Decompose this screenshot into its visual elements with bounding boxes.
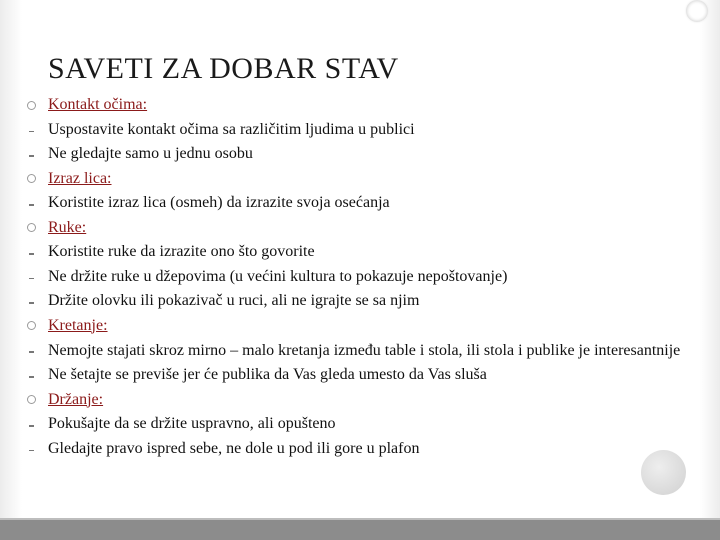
section-heading: Izraz lica:: [48, 169, 112, 187]
top-ring-decoration: [686, 0, 708, 22]
list-item: [22, 338, 682, 363]
bullet-list: [22, 93, 682, 461]
list-item: [22, 142, 682, 167]
dash-bullet-icon: [25, 240, 37, 264]
list-item: [22, 412, 682, 437]
list-item: [22, 191, 682, 216]
bullet-text: Držite olovku ili pokazivač u ruci, ali ne igrajte se sa njim: [48, 292, 420, 309]
list-item: [22, 240, 682, 265]
bullet-text: Koristite ruke da izrazite ono što govorite: [48, 243, 315, 260]
right-edge-rail: [700, 0, 720, 520]
list-item-heading: [22, 388, 682, 413]
list-item-heading: [22, 93, 682, 118]
dash-bullet-icon: [25, 142, 37, 166]
dash-bullet-icon: [25, 265, 37, 289]
list-item: [22, 265, 682, 290]
dash-bullet-icon: [25, 363, 37, 387]
circle-bullet-icon: [25, 93, 37, 117]
list-item-heading: [22, 167, 682, 192]
section-heading: Držanje:: [48, 390, 104, 408]
list-item-heading: [22, 314, 682, 339]
dash-bullet-icon: [25, 191, 37, 215]
section-heading: Kontakt očima:: [48, 96, 148, 113]
bullet-text: Gledajte pravo ispred sebe, ne dole u pod ili gore u plafon: [48, 439, 420, 457]
list-item: [22, 363, 682, 388]
bullet-text: Pokušajte da se držite uspravno, ali opušteno: [48, 415, 336, 432]
list-item: [22, 289, 682, 314]
dash-bullet-icon: [25, 338, 37, 362]
dash-bullet-icon: [25, 412, 37, 436]
slide-title: SAVETI ZA DOBAR STAV: [48, 52, 399, 85]
bullet-text: Uspostavite kontakt očima sa različitim ljudima u publici: [48, 120, 415, 138]
circle-bullet-icon: [25, 314, 37, 338]
left-edge-shadow: [0, 0, 22, 520]
circle-bullet-icon: [25, 167, 37, 191]
section-heading: Kretanje:: [48, 316, 108, 334]
dash-bullet-icon: [25, 289, 37, 313]
bullet-text: Ne šetajte se previše jer će publika da Vas gleda umesto da Vas sluša: [48, 366, 487, 383]
dash-bullet-icon: [25, 118, 37, 142]
list-item-heading: [22, 216, 682, 241]
list-item: [22, 118, 682, 143]
bullet-text: Nemojte stajati skroz mirno – malo kretanja između table i stola, ili stola i publike je interesantnije: [48, 342, 681, 359]
bullet-text: Ne gledajte samo u jednu osobu: [48, 145, 253, 162]
dash-bullet-icon: [25, 437, 37, 461]
bullet-text: Ne držite ruke u džepovima (u većini kultura to pokazuje nepoštovanje): [48, 267, 508, 285]
list-item: [22, 437, 682, 462]
section-heading: Ruke:: [48, 218, 87, 236]
bottom-bar: [0, 520, 720, 540]
circle-bullet-icon: [25, 216, 37, 240]
bullet-text: Koristite izraz lica (osmeh) da izrazite svoja osećanja: [48, 194, 390, 211]
circle-bullet-icon: [25, 388, 37, 412]
